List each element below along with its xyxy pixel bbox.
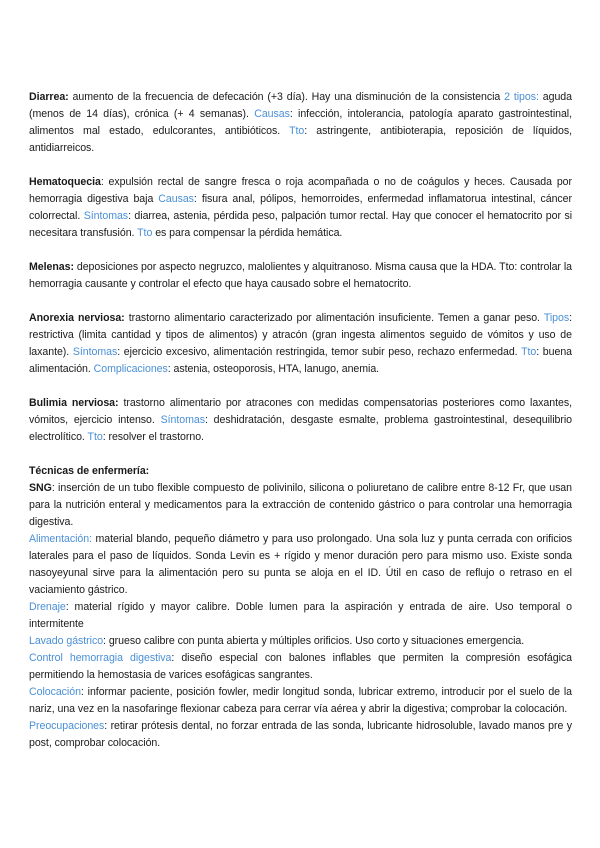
text: : inserción de un tubo flexible compuesto de polivinilo, silicona o poliuretano de calibre entre 8-12 Fr, que usan para la nutrición enteral y medicamentos para la extracción de contenido gástrico o para controlar una hemorragia digestiva. xyxy=(29,482,572,528)
label-sintomas: Síntomas xyxy=(72,346,118,358)
text: : diarrea, astenia, pérdida peso, palpación tumor rectal. Hay que conocer el hematocrito por si necesitara transfusión. xyxy=(29,210,572,239)
paragraph-colocacion xyxy=(29,684,572,718)
text: : buena alimentación. xyxy=(29,346,573,375)
text: : restrictiva (limita cantidad y tipos de alimentos) y atracón (gran ingesta alimentos seguido de vómitos y uso de laxante). xyxy=(29,312,572,358)
text: : informar paciente, posición fowler, medir longitud sonda, lubricar extremo, introducir por el suelo de la nariz, una vez en la nasofaringe flexionar cabeza para cerrar vía aérea y abrir la digestiva; comprobar la colocación. xyxy=(29,686,572,715)
text: : grueso calibre con punta abierta y múltiples orificios. Uso corto y situaciones emergencia. xyxy=(103,635,525,647)
text: : material rígido y mayor calibre. Doble lumen para la aspiración y entrada de aire. Uso temporal o intermitente xyxy=(29,601,572,630)
label-tto: Tto xyxy=(137,227,153,239)
paragraph-anorexia xyxy=(29,310,572,378)
label-tipos: 2 tipos: xyxy=(504,91,539,103)
term-diarrea: Diarrea: xyxy=(29,91,69,103)
paragraph-drenaje xyxy=(29,599,572,633)
text: material blando, pequeño diámetro y para uso prolongado. Una sola luz y punta cerrada con orificios laterales para el paso de líquidos. Sonda Levin es + rígido y menor duración pero para mismo uso. Existe sonda nasoyeyunal sirve para la alimentación pero su punta se aloja en el ID. Útil en caso de reflujo o retraso en el vaciamiento gástrico. xyxy=(29,533,572,596)
text: : astenia, osteoporosis, HTA, lanugo, anemia. xyxy=(167,363,380,375)
heading-text: Técnicas de enfermería: xyxy=(29,465,150,477)
text: : diseño especial con balones inflables que permiten la compresión esofágica permitiendo la hemostasia de varices esofágicas sangrantes. xyxy=(29,652,572,681)
text: : ejercicio excesivo, alimentación restringida, temor subir peso, rechazo enfermedad. xyxy=(117,346,522,358)
label-drenaje: Drenaje xyxy=(29,601,66,613)
paragraph-bulimia xyxy=(29,395,572,446)
paragraph-diarrea xyxy=(29,89,572,157)
term-melenas: Melenas: xyxy=(29,261,74,273)
label-preocupaciones: Preocupaciones xyxy=(29,720,105,732)
text: : astringente, antibioterapia, reposición de líquidos, antidiarreicos. xyxy=(29,125,573,154)
text: : expulsión rectal de sangre fresca o roja acompañada o no de coágulos y heces. Causada por hemorragia digestiva baja xyxy=(29,176,572,205)
label-lavado: Lavado gástrico xyxy=(29,635,104,647)
term-hematoquecia: Hematoquecia xyxy=(29,176,101,188)
text: : infección, intolerancia, patología aparato gastrointestinal, alimentos mal estado, edulcorantes, antibióticos. xyxy=(29,108,573,137)
label-sintomas: Síntomas xyxy=(83,210,129,222)
text: es para compensar la pérdida hemática. xyxy=(152,227,343,239)
section-heading-tecnicas xyxy=(29,463,572,480)
paragraph-control-hemorragia xyxy=(29,650,572,684)
term-bulimia: Bulimia nerviosa: xyxy=(29,397,119,409)
text: aguda (menos de 14 días), crónica (+ 4 semanas). xyxy=(29,91,572,120)
label-control-hemorragia: Control hemorragia digestiva xyxy=(29,652,172,664)
text: aumento de la frecuencia de defecación (+3 día). Hay una disminución de la consistencia xyxy=(68,91,505,103)
text: : fisura anal, pólipos, hemorroides, enfermedad inflamatorua intestinal, cáncer colorrectal. xyxy=(29,193,572,222)
paragraph-alimentacion xyxy=(29,531,572,599)
label-tto: Tto xyxy=(87,431,103,443)
paragraph-lavado xyxy=(29,633,572,650)
paragraph-sng xyxy=(29,480,572,531)
text: trastorno alimentario por atracones con medidas compensatorias posteriores como laxantes, vómitos, ejercicio intenso. xyxy=(29,397,572,426)
paragraph-preocupaciones xyxy=(29,718,572,752)
label-causas: Causas xyxy=(254,108,290,120)
paragraph-melenas xyxy=(29,259,572,293)
term-anorexia: Anorexia nerviosa: xyxy=(29,312,125,324)
label-tipos: Tipos xyxy=(543,312,570,324)
text: deposiciones por aspecto negruzco, malolientes y alquitranoso. Misma causa que la HDA. Tto: controlar la hemorragia causante y controlar el efecto que haya causado sobre el hematocrito. xyxy=(29,261,572,290)
term-sng: SNG xyxy=(29,482,52,494)
text: : deshidratación, desgaste esmalte, problema gastrointestinal, desequilibrio electrolítico. xyxy=(29,414,572,443)
text: : retirar prótesis dental, no forzar entrada de las sonda, lubricante hidrosoluble, lavado manos pre y post, comprobar colocación. xyxy=(29,720,572,749)
paragraph-hematoquecia xyxy=(29,174,572,242)
label-colocacion: Colocación xyxy=(29,686,81,698)
text: : resolver el trastorno. xyxy=(102,431,204,443)
label-tto: Tto xyxy=(521,346,537,358)
label-alimentacion: Alimentación: xyxy=(29,533,92,545)
text: trastorno alimentario caracterizado por alimentación insuficiente. Temen a ganar peso. xyxy=(124,312,544,324)
label-causas: Causas xyxy=(158,193,194,205)
label-sintomas: Síntomas xyxy=(160,414,205,426)
label-tto: Tto xyxy=(289,125,305,137)
label-complicaciones: Complicaciones xyxy=(93,363,168,375)
